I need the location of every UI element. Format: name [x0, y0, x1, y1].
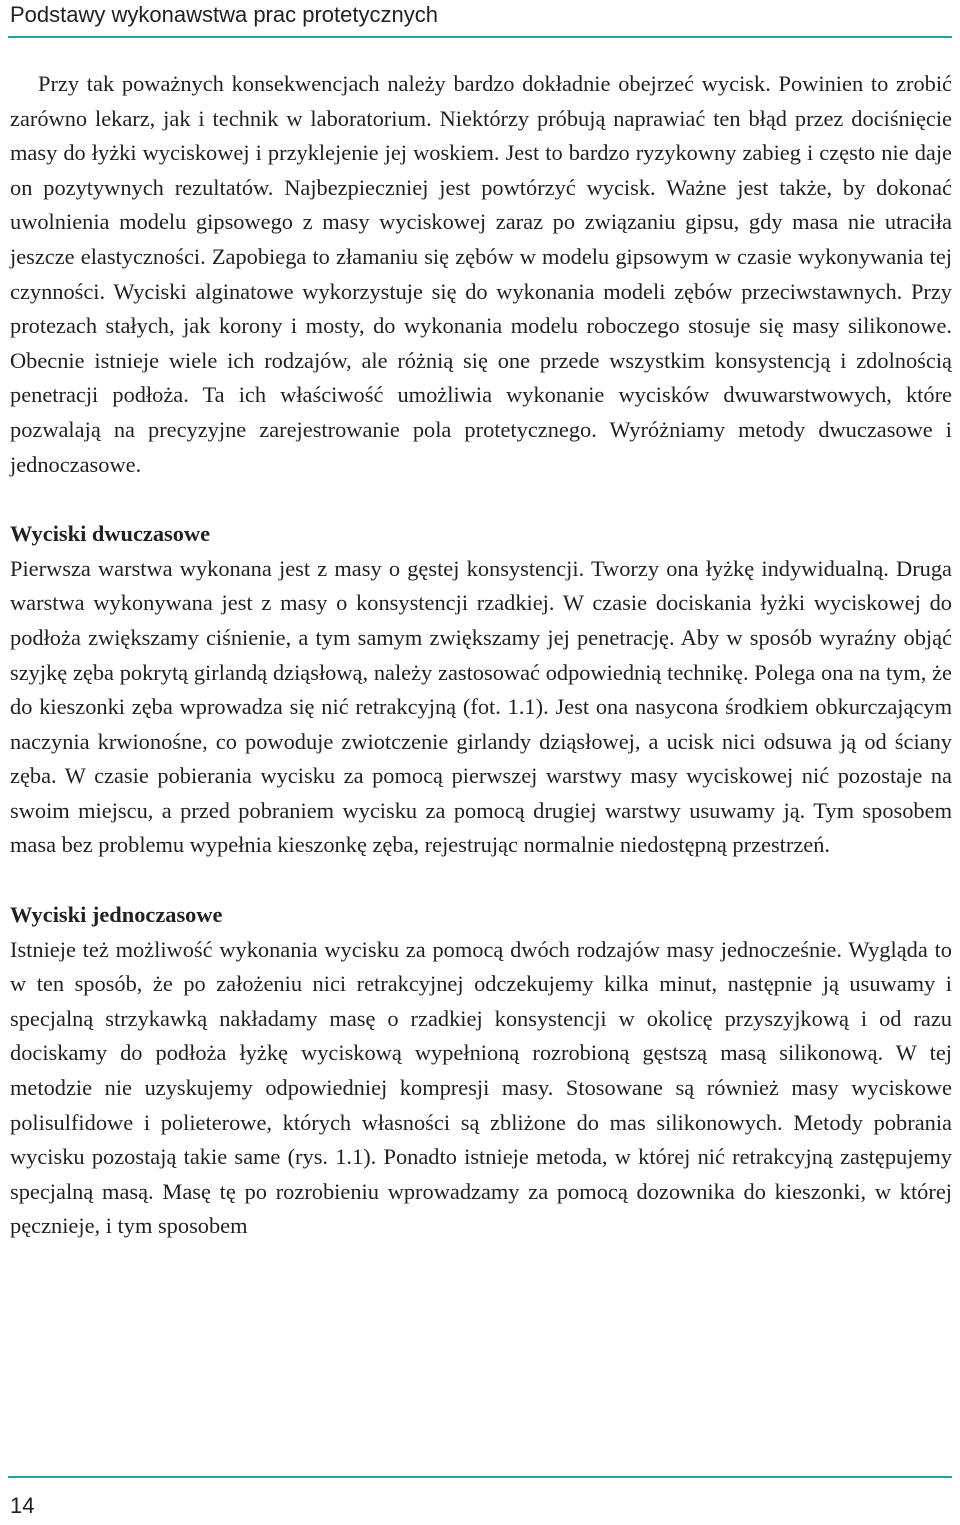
section-heading-dwuczasowe: Wyciski dwuczasowe: [10, 521, 211, 547]
section-paragraph-dwuczasowe: Pierwsza warstwa wykonana jest z masy o gęstej konsystencji. Tworzy ona łyżkę indywidualną. Druga warstwa wykonywana jest z masy o konsystencji rzadkiej. W czasie dociskania łyżki wyciskowej do podłoża zwiększamy ciśnienie, a tym samym zwiększamy jej penetrację. Aby w sposób wyraźny objąć szyjkę zęba pokrytą girlandą dziąsłową, należy zastosować odpowiednią technikę. Polega ona na tym, że do kieszonki zęba wprowadza się nić retrakcyjną (fot. 1.1). Jest ona nasycona środkiem obkurczającym naczynia krwionośne, co powoduje zwiotczenie girlandy dziąsłowej, a ucisk nici odsuwa ją od ściany zęba. W czasie pobierania wycisku za pomocą pierwszej warstwy masy wyciskowej nić pozostaje na swoim miejscu, a przed pobraniem wycisku za pomocą drugiej warstwy usuwamy ją. Tym sposobem masa bez problemu wypełnia kieszonkę zęba, rejestrując normalnie niedostępną przestrzeń.: [10, 555, 952, 858]
section-spacer: [10, 863, 952, 898]
page-body: [10, 67, 952, 1244]
section-heading-jednoczasowe: Wyciski jednoczasowe: [10, 902, 223, 928]
section-paragraph-jednoczasowe: Istnieje też możliwość wykonania wycisku za pomocą dwóch rodzajów masy jednocześnie. Wygląda to w ten sposób, że po założeniu nici retrakcyjnej odczekujemy kilka minut, następnie ją usuwamy i specjalną strzykawką nakładamy masę o rzadkiej konsystencji w okolicę przyszyjkową i od razu dociskamy do podłoża łyżkę wyciskową wypełnioną rozrobioną gęstszą masą silikonową. W tej metodzie nie uzyskujemy odpowiedniej kompresji masy. Stosowane są również masy wyciskowe polisulfidowe i polieterowe, których własności są zbliżone do mas silikonowych. Metody pobrania wycisku pozostają takie same (rys. 1.1). Ponadto istnieje metoda, w której nić retrakcyjną zastępujemy specjalną masą. Masę tę po rozrobieniu wprowadzamy za pomocą dozownika do kieszonki, w której pęcznieje, i tym sposobem: [10, 936, 952, 1239]
header-divider: [8, 36, 952, 38]
footer-divider: [8, 1476, 952, 1478]
section-spacer: [10, 482, 952, 517]
page-number: 14: [10, 1493, 35, 1518]
intro-paragraph: Przy tak poważnych konsekwencjach należy bardzo dokładnie obejrzeć wycisk. Powinien to zrobić zarówno lekarz, jak i technik w laboratorium. Niektórzy próbują naprawiać ten błąd przez dociśnięcie masy do łyżki wyciskowej i przyklejenie jej woskiem. Jest to bardzo ryzykowny zabieg i często nie daje on pozytywnych rezultatów. Najbezpieczniej jest powtórzyć wycisk. Ważne jest także, by dokonać uwolnienia modelu gipsowego z masy wyciskowej zaraz po związaniu gipsu, gdy masa nie utraciła jeszcze elastyczności. Zapobiega to złamaniu się zębów w modelu gipsowym w czasie wykonywania tej czynności. Wyciski alginatowe wykorzystuje się do wykonania modeli zębów przeciwstawnych. Przy protezach stałych, jak korony i mosty, do wykonania modelu roboczego stosuje się masy silikonowe. Obecnie istnieje wiele ich rodzajów, ale różnią się one przede wszystkim konsystencją i zdolnością penetracji podłoża. Ta ich właściwość umożliwia wykonanie wycisków dwuwarstwowych, które pozwalają na precyzyjne zarejestrowanie pola protetycznego. Wyróżniamy metody dwuczasowe i jednoczasowe.: [10, 71, 952, 477]
running-title: Podstawy wykonawstwa prac protetycznych: [10, 2, 438, 27]
